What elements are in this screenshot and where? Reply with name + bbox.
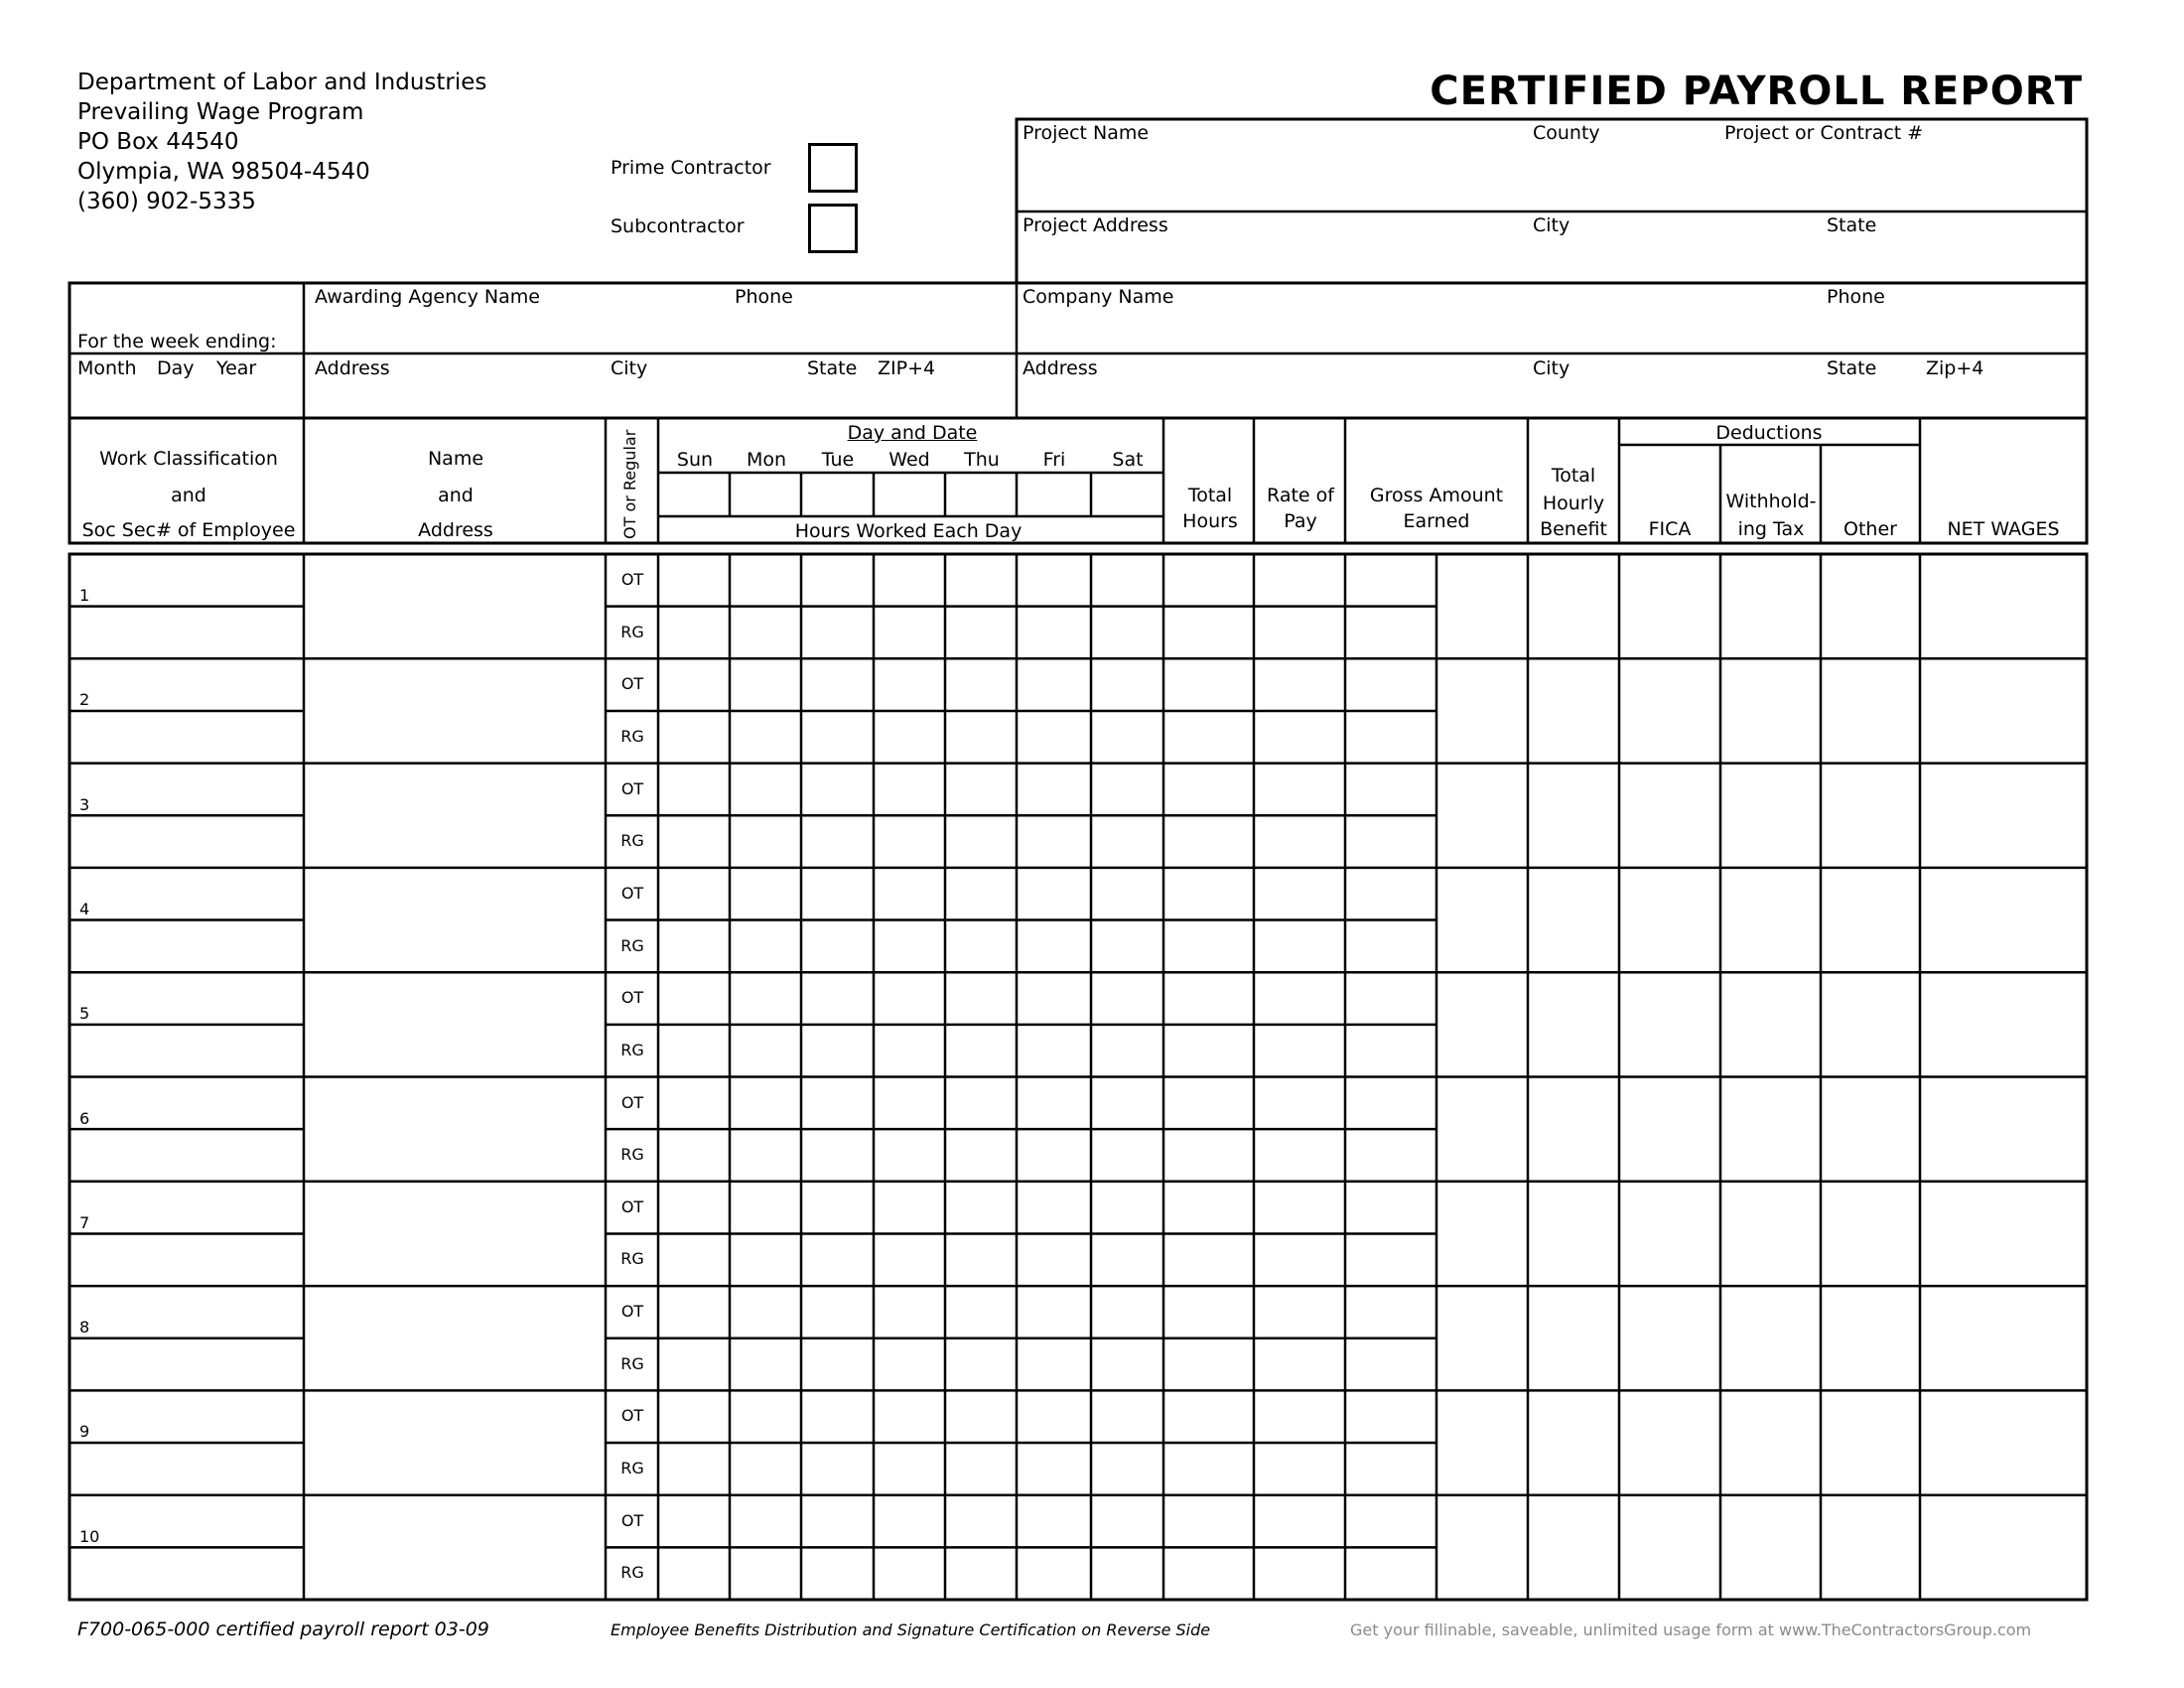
form-id: F700-065-000 certified payroll report 03-09 [77, 1618, 489, 1640]
contract-number-field[interactable] [1722, 147, 2082, 209]
ot-label: OT [620, 570, 644, 589]
work-classification-field[interactable] [71, 660, 302, 709]
col-day-wed: Wed [888, 449, 930, 471]
rg-label: RG [620, 623, 644, 641]
employee-name-address-field[interactable] [306, 1184, 604, 1284]
project-city-label: City [1533, 214, 1570, 236]
wage-deduction-fields[interactable] [1438, 1497, 2084, 1598]
col-fica: FICA [1648, 518, 1692, 540]
company-zip-label: Zip+4 [1926, 357, 1984, 379]
rg-label: RG [620, 1145, 644, 1164]
rg-hours-row[interactable] [660, 922, 1434, 971]
rg-label: RG [620, 1563, 644, 1582]
ssn-field[interactable] [71, 922, 302, 971]
col-day-sun: Sun [676, 449, 714, 471]
reverse-side-note: Employee Benefits Distribution and Signature Certification on Reverse Side [611, 1620, 1211, 1639]
work-classification-field[interactable] [71, 766, 302, 814]
week-ending-label: For the week ending: [77, 331, 277, 352]
col-work-class-line3: Soc Sec# of Employee [81, 519, 296, 541]
work-classification-field[interactable] [71, 1079, 302, 1128]
row-number: 10 [79, 1527, 100, 1546]
col-total-hours-line1: Total [1187, 485, 1233, 506]
project-address-label: Project Address [1023, 214, 1168, 236]
col-name-line3: Address [418, 519, 493, 541]
awarding-phone-field[interactable] [731, 310, 1013, 352]
employee-name-address-field[interactable] [306, 1288, 604, 1388]
col-day-sat: Sat [1112, 449, 1144, 471]
wage-deduction-fields[interactable] [1438, 974, 2084, 1074]
col-total-hours-line2: Hours [1182, 510, 1238, 532]
rg-label: RG [620, 1041, 644, 1059]
col-benefit-line1: Total [1551, 465, 1596, 487]
wage-deduction-fields[interactable] [1438, 870, 2084, 970]
wage-deduction-fields[interactable] [1438, 1079, 2084, 1180]
col-gross-line1: Gross Amount [1369, 485, 1504, 506]
col-work-class-line1: Work Classification [99, 448, 278, 470]
wage-deduction-fields[interactable] [1438, 556, 2084, 656]
company-phone-label: Phone [1827, 286, 1885, 308]
rg-label: RG [620, 1249, 644, 1268]
col-net-wages: NET WAGES [1947, 518, 2060, 540]
rg-hours-row[interactable] [660, 1131, 1434, 1180]
employee-name-address-field[interactable] [306, 766, 604, 866]
ot-label: OT [620, 1197, 644, 1216]
col-deductions: Deductions [1715, 422, 1823, 444]
col-withholding-line1: Withhold- [1725, 491, 1817, 512]
project-state-field[interactable] [1823, 238, 2083, 280]
employee-name-address-field[interactable] [306, 1079, 604, 1180]
rg-hours-row[interactable] [660, 1340, 1434, 1389]
wage-deduction-fields[interactable] [1438, 766, 2084, 866]
company-city-label: City [1533, 357, 1570, 379]
year-label: Year [216, 357, 257, 379]
awarding-agency-label: Awarding Agency Name [315, 286, 540, 308]
rg-hours-row[interactable] [660, 713, 1434, 762]
work-classification-field[interactable] [71, 556, 302, 605]
project-name-field[interactable] [1019, 147, 1525, 209]
col-day-fri: Fri [1042, 449, 1066, 471]
prime-contractor-label: Prime Contractor [611, 157, 771, 179]
row-number: 5 [79, 1004, 90, 1023]
ot-label: OT [620, 1511, 644, 1530]
work-classification-field[interactable] [71, 1497, 302, 1546]
col-work-class-line2: and [171, 485, 206, 506]
company-state-label: State [1827, 357, 1877, 379]
project-address-field[interactable] [1019, 238, 1525, 280]
ot-hours-row[interactable] [660, 766, 1434, 814]
work-classification-field[interactable] [71, 1288, 302, 1336]
ssn-field[interactable] [71, 1445, 302, 1493]
ssn-field[interactable] [71, 713, 302, 762]
work-classification-field[interactable] [71, 1392, 302, 1441]
subcontractor-label: Subcontractor [611, 215, 745, 237]
col-benefit-line2: Hourly [1542, 492, 1605, 514]
project-state-label: State [1827, 214, 1877, 236]
ot-hours-row[interactable] [660, 1392, 1434, 1441]
rg-hours-row[interactable] [660, 1235, 1434, 1284]
ot-hours-row[interactable] [660, 556, 1434, 605]
ot-hours-row[interactable] [660, 870, 1434, 918]
ot-hours-row[interactable] [660, 1184, 1434, 1232]
ssn-field[interactable] [71, 1235, 302, 1284]
awarding-address-field[interactable] [308, 382, 606, 416]
employee-name-address-field[interactable] [306, 974, 604, 1074]
week-ending-date-field[interactable] [71, 382, 302, 416]
dates-entry-row[interactable] [660, 475, 1161, 514]
company-address-label: Address [1023, 357, 1098, 379]
ot-hours-row[interactable] [660, 974, 1434, 1023]
ot-hours-row[interactable] [660, 1288, 1434, 1336]
company-phone-field[interactable] [1823, 310, 2083, 352]
col-day-mon: Mon [746, 449, 787, 471]
col-other: Other [1843, 518, 1897, 540]
ot-hours-row[interactable] [660, 1079, 1434, 1128]
work-classification-field[interactable] [71, 870, 302, 918]
row-number: 4 [79, 900, 90, 918]
ssn-field[interactable] [71, 609, 302, 657]
employee-name-address-field[interactable] [306, 660, 604, 761]
agency-line: PO Box 44540 [77, 129, 239, 155]
awarding-zip-label: ZIP+4 [878, 357, 936, 379]
ot-label: OT [620, 1302, 644, 1321]
agency-line: Department of Labor and Industries [77, 70, 487, 95]
project-city-field[interactable] [1529, 238, 1817, 280]
county-field[interactable] [1529, 147, 1717, 209]
work-classification-field[interactable] [71, 1184, 302, 1232]
company-name-label: Company Name [1023, 286, 1174, 308]
col-gross-line2: Earned [1403, 510, 1470, 532]
ot-label: OT [620, 779, 644, 798]
col-withholding-line2: ing Tax [1737, 518, 1805, 540]
col-ot-regular: OT or Regular [620, 429, 639, 539]
agency-line: Olympia, WA 98504-4540 [77, 159, 370, 185]
ot-label: OT [620, 1093, 644, 1112]
company-name-field[interactable] [1019, 310, 1813, 352]
month-label: Month [77, 357, 137, 379]
company-city-field[interactable] [1529, 382, 1817, 416]
row-number: 6 [79, 1109, 90, 1128]
col-day-and-date: Day and Date [847, 422, 978, 444]
col-rate-line1: Rate of [1267, 485, 1334, 506]
ssn-field[interactable] [71, 817, 302, 866]
rg-label: RG [620, 1459, 644, 1477]
col-day-tue: Tue [821, 449, 855, 471]
awarding-agency-field[interactable] [308, 310, 725, 352]
awarding-address-label: Address [315, 357, 390, 379]
agency-line: (360) 902-5335 [77, 189, 256, 214]
awarding-state-label: State [807, 357, 858, 379]
work-classification-field[interactable] [71, 974, 302, 1023]
ot-hours-row[interactable] [660, 660, 1434, 709]
rg-hours-row[interactable] [660, 817, 1434, 866]
company-address-field[interactable] [1019, 382, 1525, 416]
ssn-field[interactable] [71, 1549, 302, 1598]
row-number: 8 [79, 1318, 90, 1336]
rg-hours-row[interactable] [660, 1549, 1434, 1598]
rg-hours-row[interactable] [660, 609, 1434, 657]
project-name-label: Project Name [1023, 122, 1150, 144]
ot-label: OT [620, 1406, 644, 1425]
employee-name-address-field[interactable] [306, 870, 604, 970]
row-number: 7 [79, 1213, 90, 1232]
col-rate-line2: Pay [1284, 510, 1317, 532]
employee-name-address-field[interactable] [306, 1392, 604, 1492]
col-day-thu: Thu [964, 449, 1000, 471]
wage-deduction-fields[interactable] [1438, 660, 2084, 761]
row-number: 2 [79, 690, 90, 709]
wage-deduction-fields[interactable] [1438, 1184, 2084, 1284]
col-name-line1: Name [427, 448, 484, 470]
day-label: Day [157, 357, 195, 379]
ot-label: OT [620, 674, 644, 693]
col-benefit-line3: Benefit [1540, 518, 1607, 540]
ot-label: OT [620, 884, 644, 903]
col-name-line2: and [438, 485, 474, 506]
row-number: 9 [79, 1422, 90, 1441]
employee-name-address-field[interactable] [306, 556, 604, 656]
awarding-phone-label: Phone [735, 286, 793, 308]
contract-number-label: Project or Contract # [1724, 122, 1924, 144]
employee-name-address-field[interactable] [306, 1497, 604, 1598]
ssn-field[interactable] [71, 1340, 302, 1389]
promo-link[interactable]: Get your fillinable, saveable, unlimited usage form at www.TheContractorsGroup.com [1350, 1620, 2032, 1639]
awarding-city-field[interactable] [608, 382, 802, 416]
col-hours-worked: Hours Worked Each Day [794, 520, 1023, 542]
row-number: 1 [79, 586, 90, 605]
rg-label: RG [620, 727, 644, 746]
rg-label: RG [620, 831, 644, 850]
ssn-field[interactable] [71, 1027, 302, 1075]
wage-deduction-fields[interactable] [1438, 1288, 2084, 1388]
ssn-field[interactable] [71, 1131, 302, 1180]
awarding-state-zip-field[interactable] [804, 382, 1013, 416]
rg-label: RG [620, 1354, 644, 1373]
ot-label: OT [620, 988, 644, 1007]
county-label: County [1533, 122, 1600, 144]
rg-label: RG [620, 936, 644, 955]
wage-deduction-fields[interactable] [1438, 1392, 2084, 1492]
company-state-zip-field[interactable] [1823, 382, 2083, 416]
ot-hours-row[interactable] [660, 1497, 1434, 1546]
rg-hours-row[interactable] [660, 1027, 1434, 1075]
form-title: CERTIFIED PAYROLL REPORT [1430, 69, 2083, 114]
agency-line: Prevailing Wage Program [77, 99, 364, 125]
row-number: 3 [79, 795, 90, 814]
rg-hours-row[interactable] [660, 1445, 1434, 1493]
awarding-city-label: City [611, 357, 648, 379]
